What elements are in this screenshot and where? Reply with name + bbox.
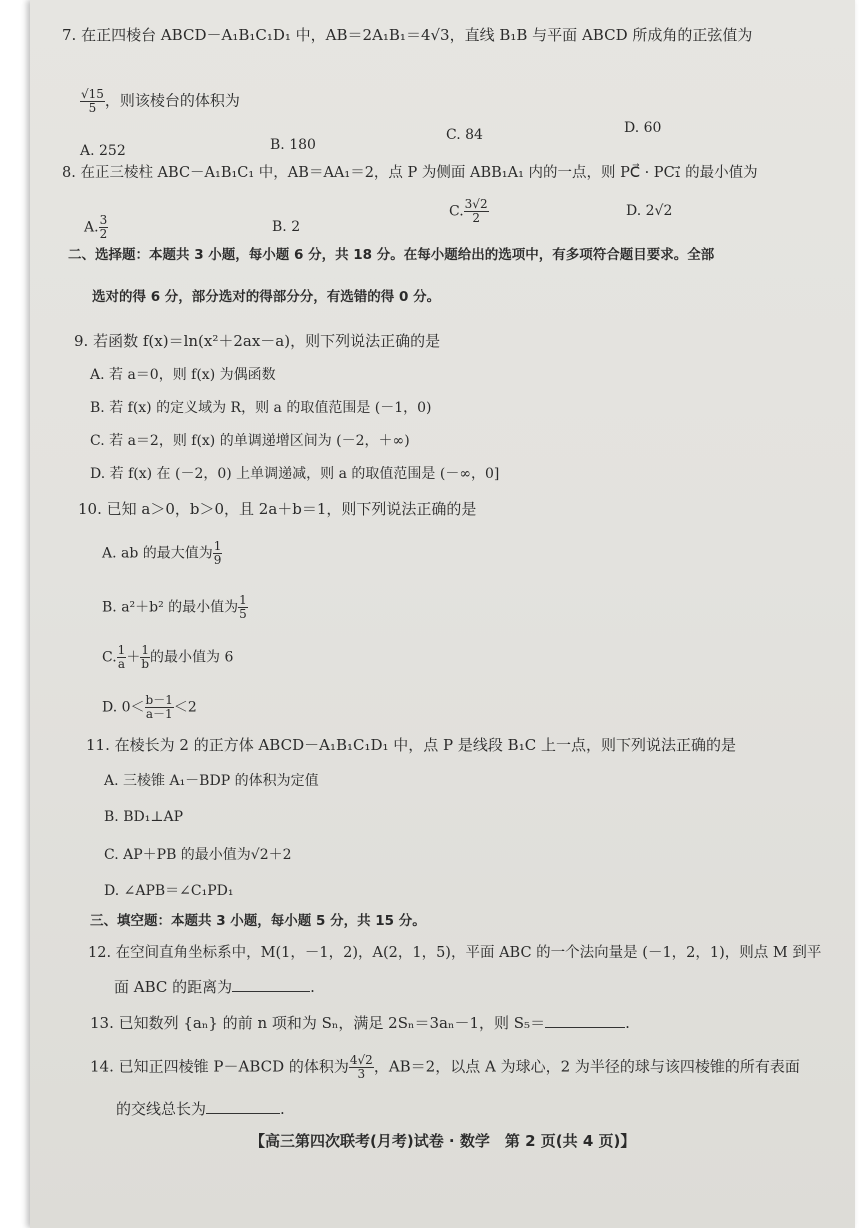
q11-option-d[interactable]: D. ∠APB＝∠C₁PD₁ [104, 883, 234, 899]
q9-option-a[interactable]: A. 若 a＝0，则 f(x) 为偶函数 [90, 367, 276, 383]
q10-option-c[interactable]: C. $\frac{1}{a}$ ＋ $\frac{1}{b}$ 的最小值为 6 [102, 643, 234, 671]
q11-option-c[interactable]: C. AP＋PB 的最小值为√2＋2 [104, 847, 292, 863]
q7-option-d[interactable]: D. 60 [624, 120, 662, 136]
q7-fraction: $\frac{√15}{5}$ [81, 87, 104, 115]
q10-option-a[interactable]: A. ab 的最大值为 $\frac{1}{9}$ [102, 539, 222, 567]
q8-option-c[interactable]: C. $\frac{3√2}{2}$ [449, 197, 488, 225]
q13-answer-blank[interactable] [545, 1013, 625, 1028]
q9-stem: 9. 若函数 f(x)＝ln(x²＋2ax－a)，则下列说法正确的是 [74, 332, 441, 350]
q9-option-d[interactable]: D. 若 f(x) 在 (－2，0) 上单调递减，则 a 的取值范围是 (－∞，0] [90, 466, 500, 482]
q11-option-b[interactable]: B. BD₁⊥AP [104, 809, 184, 825]
q11-stem: 11. 在棱长为 2 的正方体 ABCD－A₁B₁C₁D₁ 中，点 P 是线段 B₁C 上一点，则下列说法正确的是 [86, 736, 736, 754]
q9-option-b[interactable]: B. 若 f(x) 的定义域为 R，则 a 的取值范围是 (－1，0) [90, 400, 432, 416]
q7-option-a[interactable]: A. 252 [80, 143, 126, 159]
q7-stem: 7. 在正四棱台 ABCD－A₁B₁C₁D₁ 中，AB＝2A₁B₁＝4√3，直线 B₁B 与平面 ABCD 所成角的正弦值为 [62, 26, 753, 44]
q10-option-b[interactable]: B. a²＋b² 的最小值为 $\frac{1}{5}$ [102, 593, 247, 621]
q14-stem-cont: 的交线总长为 . [116, 1100, 285, 1118]
q8-option-d[interactable]: D. 2√2 [626, 203, 673, 219]
q12-stem-cont: 面 ABC 的距离为 . [114, 978, 315, 996]
section2-heading-cont: 选对的得 6 分，部分选对的得部分分，有选错的得 0 分。 [92, 289, 441, 305]
q9-option-c[interactable]: C. 若 a＝2，则 f(x) 的单调递增区间为 (－2，＋∞) [90, 433, 410, 449]
q14-stem: 14. 已知正四棱锥 P－ABCD 的体积为 $\frac{4√2}{3}$ ，AB＝2，以点 A 为球心，2 为半径的球与该四棱锥的所有表面 [90, 1053, 800, 1081]
q10-stem: 10. 已知 a＞0，b＞0，且 2a＋b＝1，则下列说法正确的是 [78, 500, 477, 518]
q8-stem: 8. 在正三棱柱 ABC－A₁B₁C₁ 中，AB＝AA₁＝2，点 P 为侧面 ABB₁A₁ 内的一点，则 PC⃗ · PC₁⃗ 的最小值为 [62, 165, 758, 181]
q7-option-b[interactable]: B. 180 [270, 137, 316, 153]
section2-heading: 二、选择题：本题共 3 小题，每小题 6 分，共 18 分。在每小题给出的选项中，有多项符合题目要求。全部 [68, 247, 715, 263]
q14-answer-blank[interactable] [206, 1099, 280, 1114]
q10-option-d[interactable]: D. 0＜ $\frac{b-1}{a-1}$ ＜2 [102, 693, 197, 721]
page-footer: 【高三第四次联考(月考)试卷 · 数学 第 2 页(共 4 页)】 [250, 1132, 636, 1150]
q13-stem: 13. 已知数列 {aₙ} 的前 n 项和为 Sₙ，满足 2Sₙ＝3aₙ－1，则 S₅＝ . [90, 1014, 630, 1032]
q7-stem-cont: $\frac{√15}{5}$ ，则该棱台的体积为 [81, 87, 240, 115]
q12-stem: 12. 在空间直角坐标系中，M(1，－1，2)，A(2，1，5)，平面 ABC 的一个法向量是 (－1，2，1)，则点 M 到平 [88, 945, 822, 961]
section3-heading: 三、填空题：本题共 3 小题，每小题 5 分，共 15 分。 [90, 913, 426, 929]
q11-option-a[interactable]: A. 三棱锥 A₁－BDP 的体积为定值 [104, 773, 319, 789]
q12-answer-blank[interactable] [232, 977, 310, 992]
q8-option-b[interactable]: B. 2 [272, 219, 301, 235]
q8-option-a[interactable]: A. $\frac{3}{2}$ [84, 213, 108, 241]
q7-option-c[interactable]: C. 84 [446, 127, 483, 143]
